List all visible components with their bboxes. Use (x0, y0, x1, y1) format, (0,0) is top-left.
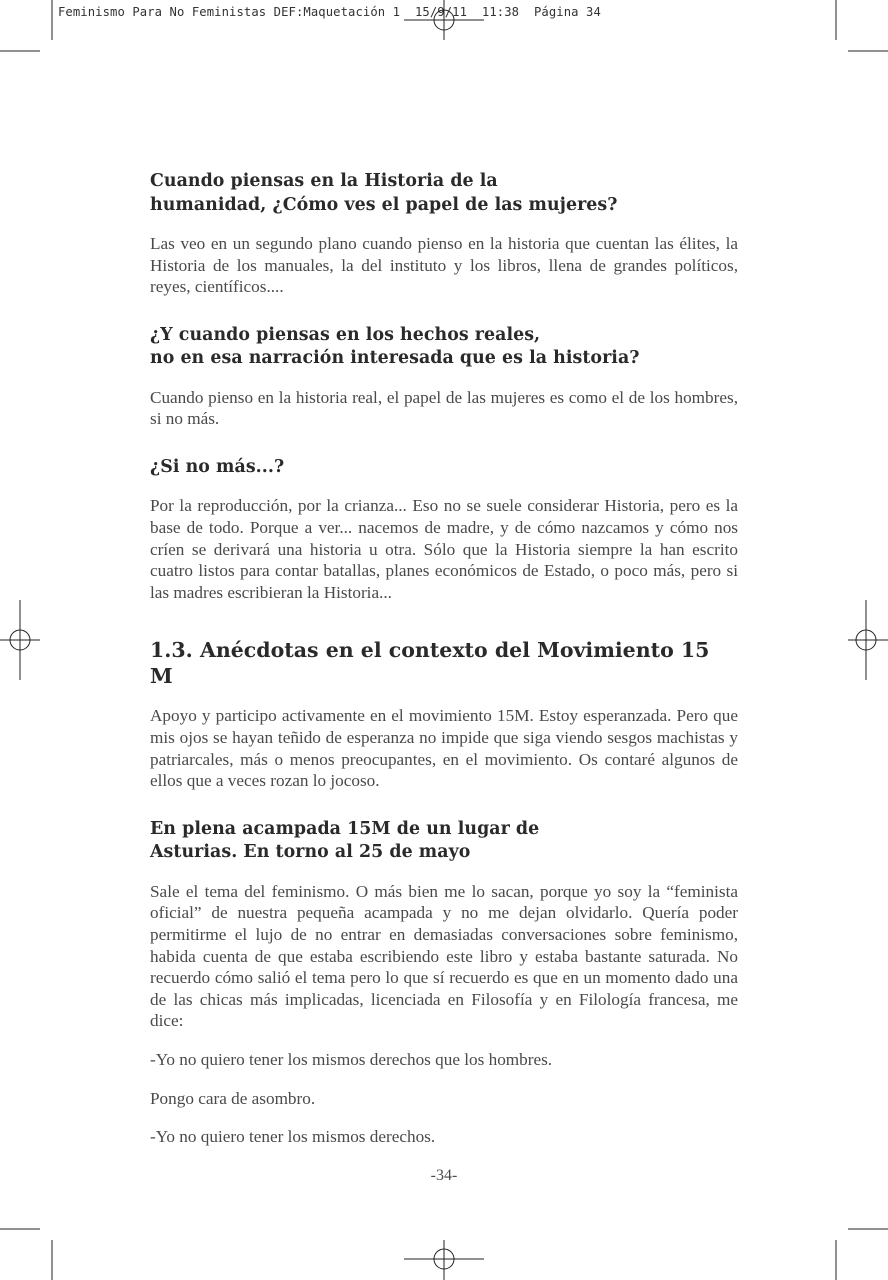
question-line: ¿Y cuando piensas en los hechos reales, (150, 324, 541, 345)
printer-slug: Feminismo Para No Feministas DEF:Maquetación 1 15/9/11 11:38 Página 34 (58, 5, 601, 19)
registration-mark-bottom (404, 1240, 484, 1280)
question-line: no en esa narración interesada que es la historia? (150, 348, 640, 369)
answer-paragraph: Por la reproducción, por la crianza... Eso no se suele considerar Historia, pero es la base de todo. Porque a ver... nacemos de madre, y de cómo nazcamos y cómo nos críen se derivará una historia u otra. Sólo que la Historia siempre la han escrito cuatro listos para contar batallas, planes económicos de Estado, o poco más, pero si las madres escribieran la Historia... (150, 496, 738, 602)
question-heading (150, 170, 738, 217)
page-number: -34- (430, 1167, 458, 1184)
answer-paragraph: Cuando pienso en la historia real, el papel de las mujeres es como el de los hombres, si no más. (150, 387, 738, 429)
subsection-heading (150, 818, 738, 865)
answer-paragraph: Las veo en un segundo plano cuando pienso en la historia que cuentan las élites, la Historia de los manuales, la del instituto y los libros, llena de grandes políticos, reyes, científicos.... (150, 234, 738, 297)
body-paragraph: Sale el tema del feminismo. O más bien me lo sacan, porque yo soy la “feminista oficial” de nuestra pequeña acampada y no me dejan olvidarlo. Quería poder permitirme el lujo de no entrar en demasiadas conversaciones sobre feminismo, habida cuenta de que estaba escribiendo este libro y estaba bastante saturada. No recuerdo cómo salió el tema pero lo que sí recuerdo es que en un momento dado una de las chicas más implicadas, licenciada en Filosofía y en Filología francesa, me dice: (150, 881, 738, 1031)
subsection-line: En plena acampada 15M de un lugar de (150, 818, 540, 839)
body-paragraph: Pongo cara de asombro. (150, 1088, 316, 1108)
question-line: Cuando piensas en la Historia de la (150, 171, 498, 191)
dialogue-line: -Yo no quiero tener los mismos derechos. (150, 1127, 436, 1147)
question-line: humanidad, ¿Cómo ves el papel de las mujeres? (150, 194, 618, 215)
registration-mark-right (848, 600, 888, 680)
registration-mark-left (0, 600, 40, 680)
body-paragraph: Apoyo y participo activamente en el movimiento 15M. Estoy esperanzada. Pero que mis ojos se hayan teñido de esperanza no impide que siga viendo sesgos machistas y patriarcales, más o menos preocupantes, en el movimiento. Os contaré algunos de ellos que a veces rozan lo jocoso. (150, 706, 738, 791)
question-heading (150, 324, 738, 371)
page-content (150, 170, 738, 1148)
subsection-line: Asturias. En torno al 25 de mayo (150, 842, 471, 863)
question-line: ¿Si no más...? (150, 456, 285, 477)
dialogue-line: -Yo no quiero tener los mismos derechos que los hombres. (150, 1049, 553, 1069)
question-heading (150, 456, 738, 480)
section-heading: 1.3. Anécdotas en el contexto del Movimiento 15 M (150, 638, 710, 689)
